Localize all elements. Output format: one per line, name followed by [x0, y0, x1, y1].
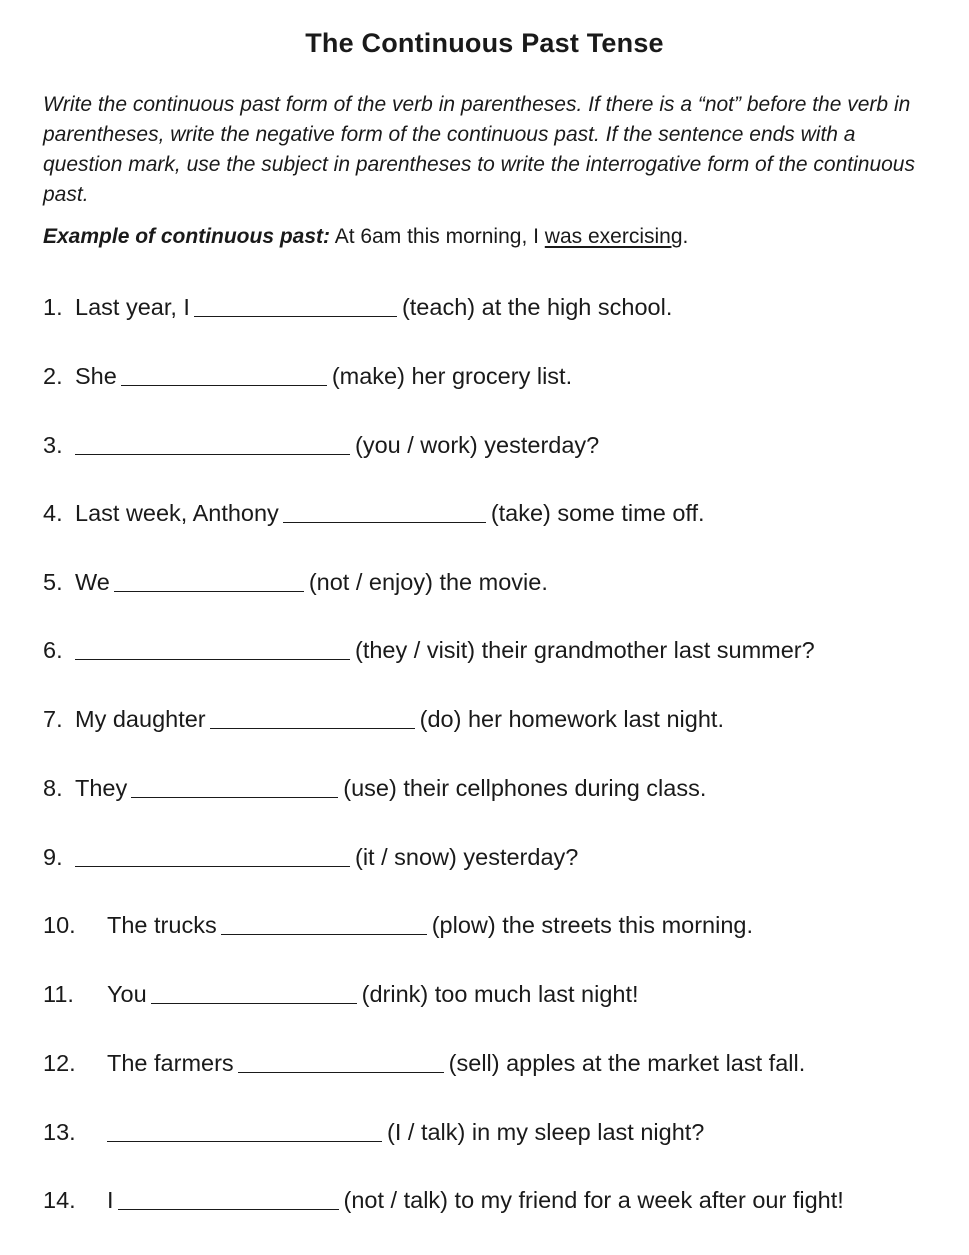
question-prefix: I [107, 1187, 114, 1213]
example-answer: was exercising [544, 225, 683, 248]
question-number: 7. [43, 706, 63, 732]
answer-blank[interactable] [151, 981, 357, 1004]
question-suffix: (make) her grocery list. [331, 363, 573, 389]
answer-blank[interactable] [131, 775, 338, 798]
answer-blank[interactable] [75, 432, 350, 455]
example-text: At 6am this morning, I [330, 225, 545, 248]
answer-blank[interactable] [194, 294, 397, 317]
question-suffix: (teach) at the high school. [401, 294, 673, 320]
question-item [43, 292, 953, 322]
question-suffix: (use) their cellphones during class. [343, 775, 707, 801]
question-number: 2. [43, 363, 63, 389]
question-number: 9. [43, 844, 63, 870]
question-prefix: The trucks [107, 912, 217, 938]
answer-blank[interactable] [283, 500, 486, 523]
question-item [43, 1185, 953, 1215]
question-number: 11. [43, 981, 74, 1007]
question-item [43, 704, 953, 734]
example-label: Example of continuous past: [43, 225, 331, 248]
question-prefix: They [75, 775, 128, 801]
question-item [43, 567, 953, 597]
page-title: The Continuous Past Tense [305, 28, 664, 58]
answer-blank[interactable] [221, 912, 427, 935]
question-item [43, 1117, 953, 1147]
question-suffix: (drink) too much last night! [361, 981, 639, 1007]
answer-blank[interactable] [75, 844, 350, 867]
question-suffix: (take) some time off. [490, 500, 705, 526]
question-number: 8. [43, 775, 63, 801]
question-item [43, 773, 953, 803]
question-item [43, 1048, 953, 1078]
question-suffix: (sell) apples at the market last fall. [448, 1050, 806, 1076]
question-number: 6. [43, 637, 63, 663]
question-prefix: We [75, 569, 110, 595]
question-suffix: (not / talk) to my friend for a week after our fight! [343, 1187, 844, 1213]
example-line [43, 222, 938, 252]
question-prefix: You [107, 981, 147, 1007]
question-item [43, 842, 953, 872]
question-suffix: (not / enjoy) the movie. [308, 569, 548, 595]
answer-blank[interactable] [75, 637, 350, 660]
question-item [43, 361, 953, 391]
question-number: 4. [43, 500, 63, 526]
question-number: 12. [43, 1050, 76, 1076]
question-number: 14. [43, 1187, 76, 1213]
question-prefix: Last week, Anthony [75, 500, 279, 526]
question-item [43, 498, 953, 528]
answer-blank[interactable] [107, 1119, 382, 1142]
question-suffix: (plow) the streets this morning. [431, 912, 753, 938]
question-suffix: (it / snow) yesterday? [355, 844, 579, 870]
question-prefix: The farmers [107, 1050, 234, 1076]
question-prefix: My daughter [75, 706, 206, 732]
answer-blank[interactable] [121, 363, 327, 386]
question-number: 3. [43, 432, 63, 458]
question-item [43, 910, 953, 940]
answer-blank[interactable] [210, 706, 415, 729]
question-suffix: (do) her homework last night. [419, 706, 724, 732]
answer-blank[interactable] [118, 1187, 339, 1210]
answer-blank[interactable] [238, 1050, 444, 1073]
question-number: 1. [43, 294, 63, 320]
question-item [43, 430, 953, 460]
question-prefix: Last year, I [75, 294, 190, 320]
instructions-paragraph: Write the continuous past form of the verb in parentheses. If there is a “not” before the verb in parentheses, write the negative form of the continuous past. If the sentence ends with a question mark, use the subject in parentheses to write the interrogative form of the continuous past. [43, 93, 915, 206]
question-number: 13. [43, 1119, 76, 1145]
answer-blank[interactable] [114, 569, 304, 592]
question-suffix: (I / talk) in my sleep last night? [387, 1119, 705, 1145]
question-prefix: She [75, 363, 117, 389]
question-item [43, 979, 953, 1009]
question-suffix: (they / visit) their grandmother last summer? [355, 637, 815, 663]
example-period: . [682, 225, 689, 248]
question-number: 10. [43, 912, 76, 938]
question-suffix: (you / work) yesterday? [355, 432, 600, 458]
question-item [43, 635, 953, 665]
question-number: 5. [43, 569, 63, 595]
